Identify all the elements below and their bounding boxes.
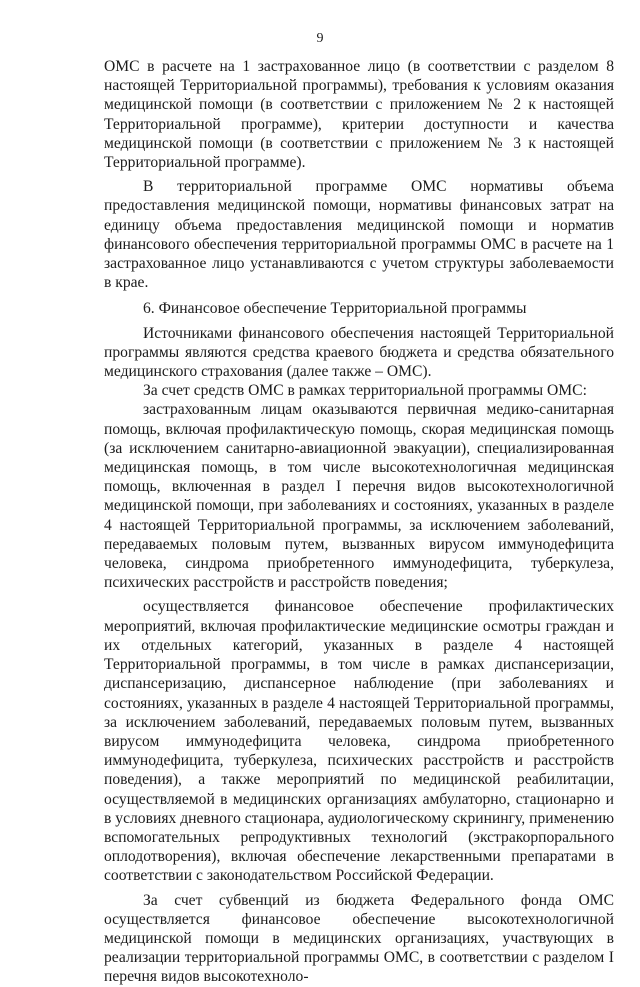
paragraph-funding-sources: Источниками финансового обеспечения настоящей Территориальной программы являются средства краевого бюджета и средства обязательного медицинского страхования (далее также – ОМС). xyxy=(104,324,614,381)
paragraph-federal-subventions: За счет субвенций из бюджета Федерального фонда ОМС осуществляется финансовое обеспечение высокотехнологичной медицинской помощи в медицинских организациях, участвующих в реализации территориальной программы ОМС, в соответствии с разделом I перечня видов высокотехноло- xyxy=(104,891,614,986)
page-number: 9 xyxy=(316,31,324,46)
paragraph-continuation: ОМС в расчете на 1 застрахованное лицо (в соответствии с разделом 8 настоящей Территориальной программы), требования к условиям оказания медицинской помощи (в соответствии с приложением № 2 к настоящей Территориальной программе), критерии доступности и качества медицинской помощи (в соответствии с приложением № 3 к настоящей Территориальной программе). xyxy=(104,58,614,172)
paragraph-insured-persons-care: застрахованным лицам оказываются первичная медико-санитарная помощь, включая профилактическую помощь, скорая медицинская помощь (за исключением санитарно-авиационной эвакуации), специализированная медицинская помощь, в том числе высокотехнологичная медицинская помощь, включенная в раздел I перечня видов высокотехнологичной медицинской помощи, при заболеваниях и состояниях, указанных в разделе 4 настоящей Территориальной программы, за исключением заболеваний, передаваемых половым путем, вызванных вирусом иммунодефицита человека, синдрома приобретенного иммунодефицита, туберкулеза, психических расстройств и расстройств поведения; xyxy=(104,401,614,592)
paragraph-preventive-measures: осуществляется финансовое обеспечение профилактических мероприятий, включая профилактические медицинские осмотры граждан и их отдельных категорий, указанных в разделе 4 настоящей Территориальной программы, в том числе в рамках диспансеризации, диспансеризацию, диспансерное наблюдение (при заболеваниях и состояниях, указанных в разделе 4 настоящей Территориальной программы, за исключением заболеваний, передаваемых половым путем, вызванных вирусом иммунодефицита человека, синдрома приобретенного иммунодефицита, туберкулеза, психических расстройств и расстройств поведения), а также мероприятий по медицинской реабилитации, осуществляемой в медицинских организациях амбулаторно, стационарно и в условиях дневного стационара, аудиологическому скринингу, применению вспомогательных репродуктивных технологий (экстракорпорального оплодотворения), включая обеспечение лекарственными препаратами в соответствии с законодательством Российской Федерации. xyxy=(104,598,614,885)
paragraph-oms-funds-intro: За счет средств ОМС в рамках территориальной программы ОМС: xyxy=(143,382,587,400)
section-heading-6: 6. Финансовое обеспечение Территориальной программы xyxy=(143,300,527,318)
paragraph-territorial-oms-norms: В территориальной программе ОМС нормативы объема предоставления медицинской помощи, нормативы финансовых затрат на единицу объема предоставления медицинской помощи и норматив финансового обеспечения территориальной программы ОМС в расчете на 1 застрахованное лицо устанавливаются с учетом структуры заболеваемости в крае. xyxy=(104,178,614,292)
document-body xyxy=(104,57,614,987)
